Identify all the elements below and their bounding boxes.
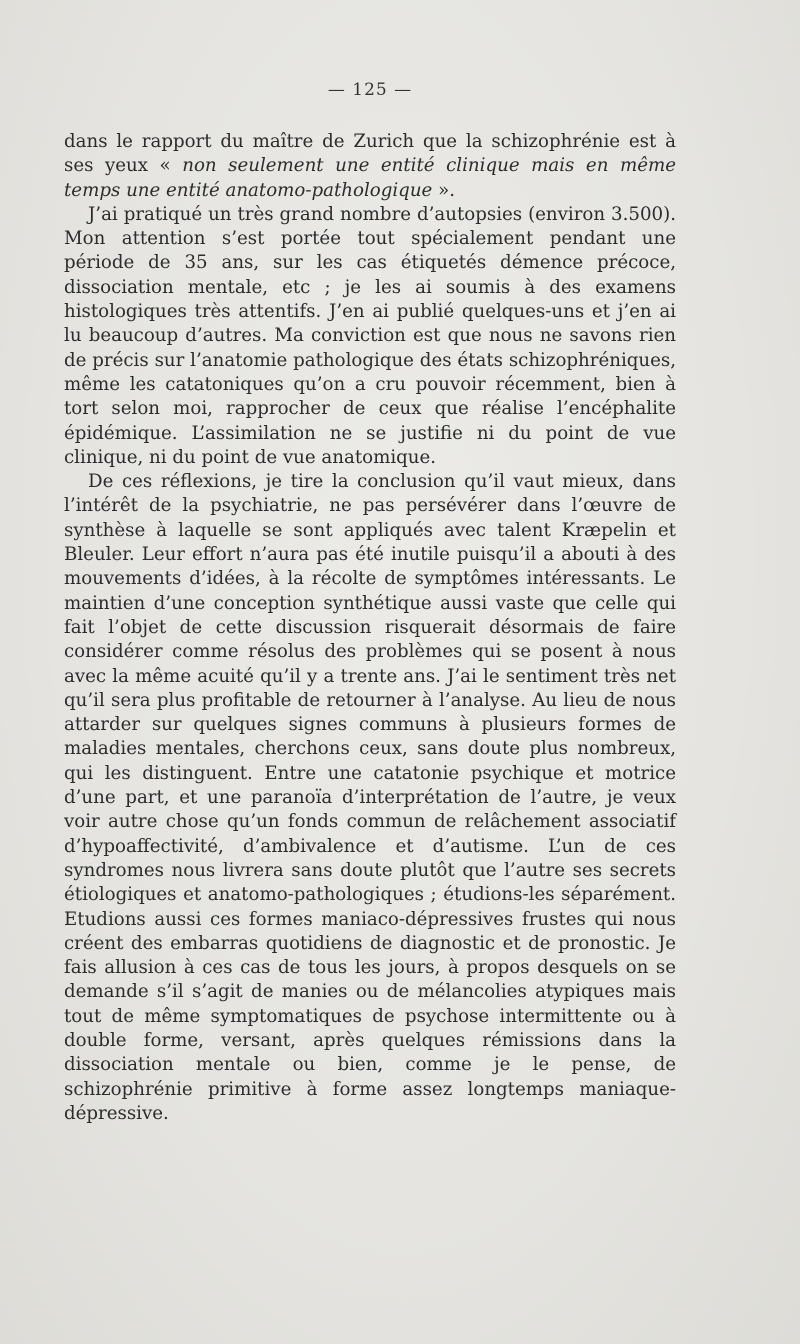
paragraph-2 (64, 203, 676, 470)
paragraph-1-text: dans le rapport du maître de Zurich que la schizophrénie est à ses yeux « (64, 131, 676, 177)
paragraph-1 (64, 130, 676, 203)
paragraph-2-text: J’ai pratiqué un très grand nombre d’autopsies (environ 3.500). Mon attention s’est portée tout spécialement pendant une période de 35 ans, sur les cas étiquetés démence précoce, dissociation mentale, etc ; je les ai soumis à des examens histologiques très attentifs. J’en ai publié quelques-uns et j’en ai lu beaucoup d’autres. Ma conviction est que nous ne savons rien de précis sur l’anatomie pathologique des états schizophréniques, même les catatoniques qu’on a cru pouvoir récemment, bien à tort selon moi, rapprocher de ceux que réalise l’encéphalite épidémique. L’assimilation ne se justifie ni du point de vue clinique, ni du point de vue anatomique. (64, 203, 676, 468)
paragraph-1-close: ». (432, 179, 456, 201)
body-text (64, 130, 676, 1126)
paragraph-1-quote: non seulement une entité clinique mais en même temps une entité anatomo-pathologique (64, 155, 676, 201)
paragraph-3 (64, 470, 676, 1126)
page-number: — 125 — (327, 80, 413, 100)
document-page (64, 80, 676, 1126)
paragraph-3-text: De ces réflexions, je tire la conclusion qu’il vaut mieux, dans l’intérêt de la psychiatrie, ne pas persévérer dans l’œuvre de synthèse à laquelle se sont appliqués avec talent Kræpelin et Bleuler. Leur effort n’aura pas été inutile puisqu’il a abouti à des mouvements d’idées, à la récolte de symptômes intéressants. Le maintien d’une conception synthétique aussi vaste que celle qui fait l’objet de cette discussion risquerait désormais de faire considérer comme résolus des problèmes qui se posent à nous avec la même acuité qu’il y a trente ans. J’ai le sentiment très net qu’il sera plus profitable de retourner à l’analyse. Au lieu de nous attarder sur quelques signes communs à plusieurs formes de maladies mentales, cherchons ceux, sans doute plus nombreux, qui les distinguent. Entre une catatonie psychique et motrice d’une part, et une paranoïa d’interprétation de l’autre, je veux voir autre chose qu’un fonds commun de relâchement associatif d’hypoaffectivité, d’ambivalence et d’autisme. L’un de ces syndromes nous livrera sans doute plutôt que l’autre ses secrets étiologiques et anatomo-pathologiques ; étudions-les séparément. Etudions aussi ces formes maniaco-dépressives frustes qui nous créent des embarras quotidiens de diagnostic et de pronostic. Je fais allusion à ces cas de tous les jours, à propos desquels on se demande s’il s’agit de manies ou de mélancolies atypiques mais tout de même symptomatiques de psychose intermittente ou à double forme, versant, après quelques rémissions dans la dissociation mentale ou bien, comme je le pense, de schizophrénie primitive à forme assez longtemps maniaque-dépressive. (64, 471, 676, 1124)
